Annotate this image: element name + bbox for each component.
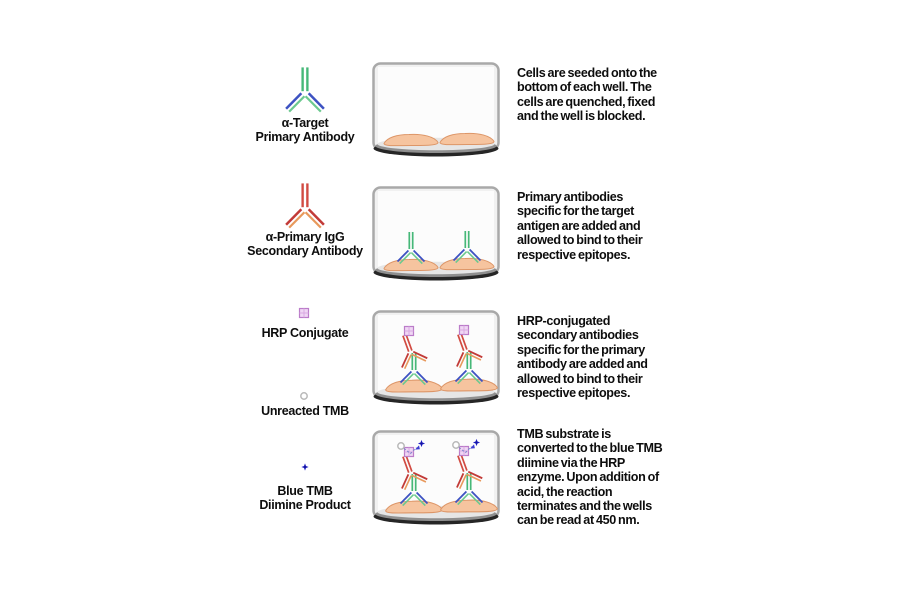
step4-description: TMB substrate is converted to the blue TMB diimine via the HRP enzyme. Upon addition of acid, the reaction terminates and the wells can be read at 450 nm. xyxy=(517,427,663,528)
blue-diimine-star-icon xyxy=(299,461,311,473)
secondary-antibody-label xyxy=(220,230,390,258)
secondary-antibody-label-line2: Secondary Antibody xyxy=(247,244,363,258)
hrp-conjugate-label-text: HRP Conjugate xyxy=(261,326,349,340)
primary-antibody-icon xyxy=(277,64,333,120)
primary-antibody-label-line1: α-Target xyxy=(281,116,329,130)
step1-description: Cells are seeded onto the bottom of each well. The cells are quenched, fixed and the well is blocked. xyxy=(517,66,657,124)
blue-tmb-label-line2: Diimine Product xyxy=(259,498,351,512)
unreacted-tmb-label xyxy=(225,404,385,418)
well-step3-hrp-secondary-bound xyxy=(371,310,501,406)
primary-antibody-label xyxy=(225,116,385,144)
blue-tmb-label-line1: Blue TMB xyxy=(277,484,333,498)
well-step1-seeded-cells xyxy=(371,62,501,158)
unreacted-tmb-label-text: Unreacted TMB xyxy=(261,404,349,418)
secondary-antibody-label-line1: α-Primary IgG xyxy=(265,230,345,244)
tmb-circle-icon xyxy=(298,390,310,402)
secondary-antibody-icon xyxy=(277,180,333,236)
step3-description: HRP-conjugated secondary antibodies specific for the primary antibody are added and allowed to bind to their respective epitopes. xyxy=(517,314,648,401)
hrp-square-icon xyxy=(296,305,312,321)
well-step4-tmb-reaction xyxy=(371,430,501,526)
hrp-conjugate-label xyxy=(225,326,385,340)
well-step2-primary-bound xyxy=(371,186,501,282)
primary-antibody-label-line2: Primary Antibody xyxy=(255,130,355,144)
blue-tmb-label xyxy=(225,484,385,512)
step2-description: Primary antibodies specific for the target antigen are added and allowed to bind to their respective epitopes. xyxy=(517,190,643,262)
